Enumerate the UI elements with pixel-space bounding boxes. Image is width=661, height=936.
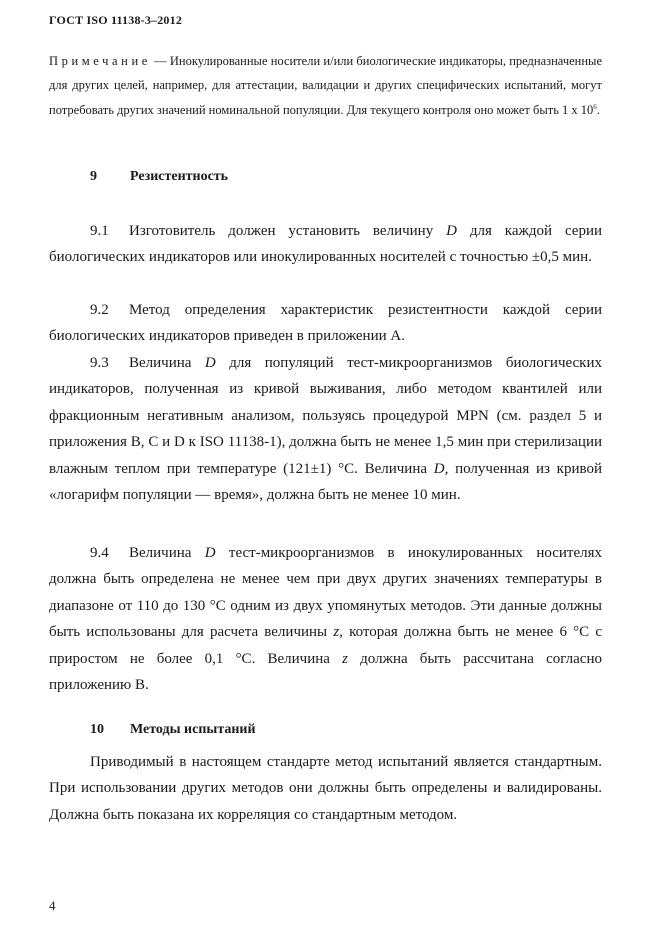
variable-z: z — [342, 650, 348, 667]
paragraph-10-1: Приводимый в настоящем стандарте метод испытаний является стандартным. При использовании других методов они должны быть определены и валидированы. Должна быть показана их корреляция со стандартным методом. — [49, 754, 602, 823]
section-number: 9 — [90, 169, 97, 184]
paragraph-9-3 — [49, 350, 602, 508]
note-label: Примечание — [49, 54, 151, 68]
paragraph-number: 9.4 — [90, 545, 109, 561]
paragraph-text: Метод определения характеристик резистентности каждой серии биологических индикаторов приведен в приложении А. — [49, 302, 602, 345]
variable-d: D — [204, 355, 216, 371]
paragraph-text: Изготовитель должен установить величину — [129, 223, 447, 239]
paragraph-text: которая должна быть не менее 6 °С с приростом не более 0,1 °С. Величина — [49, 624, 603, 667]
note-end: . — [596, 102, 600, 117]
note-text: — Инокулированные носители и/или биологические индикаторы, предназначенные для других целей, например, для аттестации, валидации и других специфических испытаний, могут потребовать других значений номинальной популяции. Для текущего контроля оно может быть 1 х 10 — [49, 54, 602, 117]
variable-d: D — [204, 545, 216, 561]
paragraph-text: тест-микроорганизмов в инокулированных носителях должна быть определена не менее чем при двух других значениях температуры в диапазоне от 110 до 130 °С одним из двух упомянутых методов. Эти данные должны быть использованы для расчета величины — [49, 545, 602, 641]
paragraph-text: должна быть рассчитана согласно приложению B. — [49, 650, 602, 694]
variable-z: z, — [333, 624, 343, 641]
section-title: Резистентность — [130, 169, 229, 184]
paragraph-text: для каждой серии биологических индикаторов или инокулированных носителей с точностью ±0,5 мин. — [49, 223, 602, 266]
section-number: 10 — [90, 722, 104, 737]
paragraph-text: полученная из кривой «логарифм популяции — время», должна быть не менее 10 мин. — [49, 460, 602, 504]
note-exponent: 6 — [593, 102, 597, 111]
paragraph-number: 9.3 — [90, 355, 109, 371]
section-title: Методы испытаний — [130, 722, 256, 737]
paragraph-number: 9.2 — [90, 302, 109, 318]
paragraph-text: Величина — [129, 545, 205, 561]
paragraph-text: для популяций тест-микроорганизмов биологических индикаторов, полученная из кривой выживания, либо методом квантилей или фракционным негативным анализом, пользуясь процедурой MPN (см. раздел 5 и приложения B, C и D к ISO 11138-1), должна быть не менее 1,5 мин при стерилизации влажным теплом при температуре (121±1) °С. Величина — [49, 355, 602, 477]
page-number: 4 — [49, 898, 56, 913]
section-10-heading — [90, 722, 256, 738]
section-9-heading — [90, 169, 228, 185]
paragraph-text: Величина — [129, 355, 205, 371]
paragraph-9-1 — [49, 218, 602, 271]
document-header: ГОСТ ISO 11138-3–2012 — [49, 13, 183, 27]
variable-d: D — [446, 223, 457, 239]
paragraph-number: 9.1 — [90, 223, 109, 239]
paragraph-9-2 — [49, 297, 602, 350]
note-block — [49, 49, 602, 122]
paragraph-9-4 — [49, 540, 602, 698]
variable-d: D, — [433, 460, 449, 477]
